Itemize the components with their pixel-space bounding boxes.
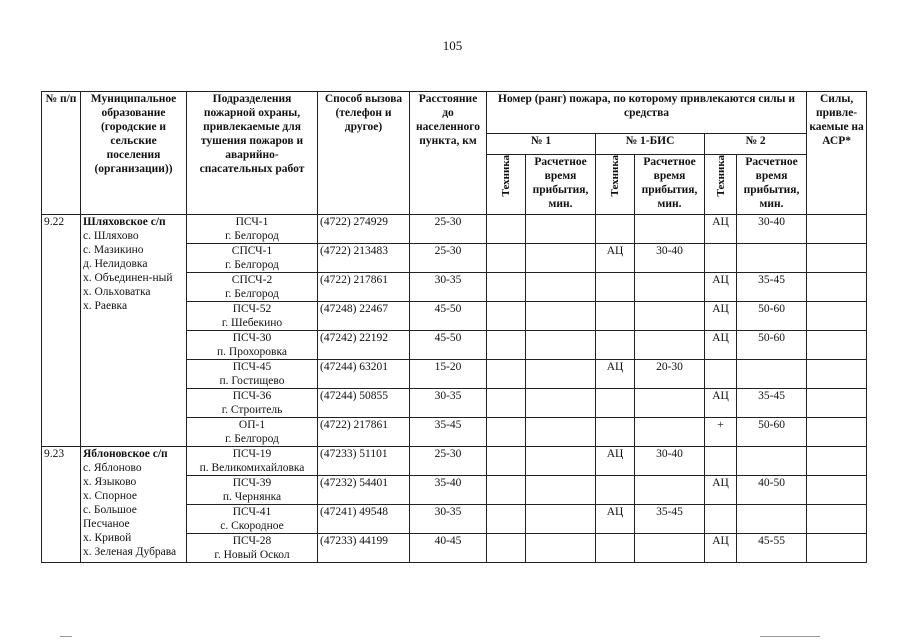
time-2-cell: 30-40 (737, 215, 807, 244)
bottom-dash (760, 636, 820, 637)
tech-1bis-cell (596, 215, 635, 244)
time-2-cell (737, 447, 807, 476)
table-row (42, 215, 867, 244)
phone-cell: (47241) 49548 (318, 505, 410, 534)
header-units: Подразделения пожарной охраны, привлекаемые для тушения пожаров и аварийно-спасательных работ (187, 92, 318, 215)
header-tech-2: Техника (705, 155, 737, 215)
time-1-cell (526, 418, 596, 447)
distance-cell: 25-30 (410, 215, 487, 244)
distance-cell: 45-50 (410, 331, 487, 360)
header-call-method: Способ вызова (телефон и другое) (318, 92, 410, 215)
distance-cell: 30-35 (410, 505, 487, 534)
tech-1bis-cell (596, 476, 635, 505)
unit-location: г. Новый Оскол (214, 549, 290, 561)
asr-cell (807, 244, 867, 273)
phone-cell: (47233) 44199 (318, 534, 410, 563)
unit-name: СПСЧ-2 (231, 274, 273, 286)
phone-cell: (47233) 51101 (318, 447, 410, 476)
time-1bis-cell (635, 534, 705, 563)
header-num: № п/п (42, 92, 81, 215)
time-1-cell (526, 534, 596, 563)
time-1-cell (526, 273, 596, 302)
unit-location: с. Скородное (220, 520, 284, 532)
time-1-cell (526, 447, 596, 476)
unit-name: ПСЧ-41 (232, 506, 272, 518)
unit-location: г. Белгород (225, 288, 279, 300)
tech-2-cell: АЦ (705, 273, 737, 302)
tech-2-cell: АЦ (705, 389, 737, 418)
row-number: 9.22 (42, 215, 81, 447)
tech-1-cell (487, 476, 526, 505)
tech-1-cell (487, 360, 526, 389)
tech-1-cell (487, 389, 526, 418)
table-row (42, 447, 867, 476)
asr-cell (807, 534, 867, 563)
settlement-list: с. Яблоново х. Языково х. Спорное с. Большое Песчаное х. Кривой х. Зеленая Дубрава (83, 462, 177, 558)
unit-cell (187, 302, 318, 331)
tech-1bis-cell: АЦ (596, 447, 635, 476)
phone-cell: (47242) 22192 (318, 331, 410, 360)
distance-cell: 25-30 (410, 447, 487, 476)
tech-1bis-cell (596, 534, 635, 563)
tech-1-cell (487, 273, 526, 302)
unit-cell (187, 331, 318, 360)
distance-cell: 45-50 (410, 302, 487, 331)
distance-cell: 30-35 (410, 273, 487, 302)
tech-2-cell: АЦ (705, 302, 737, 331)
time-2-cell: 40-50 (737, 476, 807, 505)
asr-cell (807, 273, 867, 302)
unit-name: ОП-1 (238, 419, 266, 431)
time-1bis-cell (635, 476, 705, 505)
unit-cell (187, 476, 318, 505)
unit-location: п. Гостищево (219, 375, 285, 387)
asr-cell (807, 331, 867, 360)
tech-1bis-cell: АЦ (596, 244, 635, 273)
tech-2-cell: АЦ (705, 476, 737, 505)
unit-cell (187, 505, 318, 534)
unit-location: п. Чернянка (222, 491, 282, 503)
tech-1-cell (487, 302, 526, 331)
header-asr: Силы, привле-каемые на АСР* (807, 92, 867, 215)
asr-cell (807, 389, 867, 418)
header-rank-1bis: № 1-БИС (596, 134, 705, 155)
time-1-cell (526, 331, 596, 360)
header-tech-1bis: Техника (596, 155, 635, 215)
time-1bis-cell (635, 302, 705, 331)
header-municipality: Муниципальное образование (городские и сельские поселения (организации)) (81, 92, 187, 215)
tech-2-cell: АЦ (705, 534, 737, 563)
unit-location: г. Строитель (221, 404, 283, 416)
asr-cell (807, 360, 867, 389)
unit-cell (187, 389, 318, 418)
municipality-cell (81, 447, 187, 563)
tech-1-cell (487, 534, 526, 563)
time-1-cell (526, 476, 596, 505)
unit-cell (187, 447, 318, 476)
distance-cell: 25-30 (410, 244, 487, 273)
phone-cell: (47248) 22467 (318, 302, 410, 331)
unit-name: ПСЧ-1 (235, 216, 269, 228)
tech-1bis-cell (596, 331, 635, 360)
distance-cell: 40-45 (410, 534, 487, 563)
time-2-cell: 35-45 (737, 389, 807, 418)
phone-cell: (4722) 217861 (318, 273, 410, 302)
unit-cell (187, 273, 318, 302)
time-1bis-cell: 30-40 (635, 244, 705, 273)
asr-cell (807, 476, 867, 505)
time-2-cell (737, 360, 807, 389)
time-1-cell (526, 302, 596, 331)
header-rank-2: № 2 (705, 134, 807, 155)
unit-location: г. Белгород (225, 433, 279, 445)
tech-1-cell (487, 505, 526, 534)
header-rank-1: № 1 (487, 134, 596, 155)
distance-cell: 35-45 (410, 418, 487, 447)
tech-1-cell (487, 447, 526, 476)
unit-cell (187, 418, 318, 447)
time-1bis-cell (635, 418, 705, 447)
header-tech-1: Техника (487, 155, 526, 215)
distance-cell: 15-20 (410, 360, 487, 389)
time-1bis-cell (635, 215, 705, 244)
tech-1bis-cell (596, 418, 635, 447)
time-1bis-cell (635, 273, 705, 302)
time-2-cell: 50-60 (737, 331, 807, 360)
header-fire-rank: Номер (ранг) пожара, по которому привлекаются силы и средства (487, 92, 807, 134)
tech-2-cell: АЦ (705, 215, 737, 244)
unit-location: г. Белгород (225, 230, 279, 242)
tech-2-cell (705, 447, 737, 476)
tech-2-cell (705, 505, 737, 534)
phone-cell: (47244) 50855 (318, 389, 410, 418)
time-1-cell (526, 505, 596, 534)
header-time-1: Расчетное время прибытия, мин. (526, 155, 596, 215)
phone-cell: (47244) 63201 (318, 360, 410, 389)
unit-cell (187, 360, 318, 389)
unit-name: ПСЧ-36 (232, 390, 272, 402)
unit-location: г. Шебекино (221, 317, 283, 329)
unit-location: п. Прохоровка (217, 346, 287, 358)
time-2-cell: 50-60 (737, 418, 807, 447)
phone-cell: (4722) 217861 (318, 418, 410, 447)
municipality-name: Яблоновское с/п (83, 448, 168, 460)
time-1bis-cell: 20-30 (635, 360, 705, 389)
asr-cell (807, 418, 867, 447)
unit-name: ПСЧ-45 (232, 361, 272, 373)
time-2-cell: 50-60 (737, 302, 807, 331)
time-1-cell (526, 215, 596, 244)
time-1-cell (526, 389, 596, 418)
unit-location: г. Белгород (225, 259, 279, 271)
time-1-cell (526, 360, 596, 389)
phone-cell: (4722) 274929 (318, 215, 410, 244)
tech-1-cell (487, 215, 526, 244)
unit-name: СПСЧ-1 (231, 245, 273, 257)
time-1bis-cell (635, 331, 705, 360)
bottom-dash (60, 636, 72, 637)
time-1bis-cell: 35-45 (635, 505, 705, 534)
time-1-cell (526, 244, 596, 273)
tech-1bis-cell: АЦ (596, 360, 635, 389)
header-distance: Расстояние до населенного пункта, км (410, 92, 487, 215)
time-1bis-cell: 30-40 (635, 447, 705, 476)
time-2-cell: 45-55 (737, 534, 807, 563)
distance-cell: 30-35 (410, 389, 487, 418)
unit-name: ПСЧ-28 (232, 535, 272, 547)
asr-cell (807, 302, 867, 331)
tech-1bis-cell: АЦ (596, 505, 635, 534)
fire-forces-table (41, 91, 867, 563)
unit-location: п. Великомихайловка (199, 462, 305, 474)
settlement-list: с. Шляхово с. Мазикино д. Нелидовка х. Объединен-ный х. Ольховатка х. Раевка (83, 230, 173, 312)
unit-name: ПСЧ-39 (232, 477, 272, 489)
tech-2-cell: АЦ (705, 331, 737, 360)
tech-1-cell (487, 244, 526, 273)
time-2-cell (737, 244, 807, 273)
header-time-1bis: Расчетное время прибытия, мин. (635, 155, 705, 215)
municipality-name: Шляховское с/п (83, 216, 166, 228)
tech-1bis-cell (596, 273, 635, 302)
tech-2-cell: + (705, 418, 737, 447)
unit-name: ПСЧ-30 (232, 332, 272, 344)
phone-cell: (47232) 54401 (318, 476, 410, 505)
unit-cell (187, 244, 318, 273)
page-number: 105 (442, 38, 463, 53)
time-1bis-cell (635, 389, 705, 418)
tech-2-cell (705, 244, 737, 273)
tech-1-cell (487, 418, 526, 447)
asr-cell (807, 447, 867, 476)
tech-1-cell (487, 331, 526, 360)
time-2-cell: 35-45 (737, 273, 807, 302)
asr-cell (807, 215, 867, 244)
asr-cell (807, 505, 867, 534)
unit-cell (187, 534, 318, 563)
unit-name: ПСЧ-19 (232, 448, 272, 460)
tech-1bis-cell (596, 302, 635, 331)
tech-2-cell (705, 360, 737, 389)
tech-1bis-cell (596, 389, 635, 418)
municipality-cell (81, 215, 187, 447)
header-time-2: Расчетное время прибытия, мин. (737, 155, 807, 215)
phone-cell: (4722) 213483 (318, 244, 410, 273)
unit-cell (187, 215, 318, 244)
distance-cell: 35-40 (410, 476, 487, 505)
unit-name: ПСЧ-52 (232, 303, 272, 315)
time-2-cell (737, 505, 807, 534)
row-number: 9.23 (42, 447, 81, 563)
